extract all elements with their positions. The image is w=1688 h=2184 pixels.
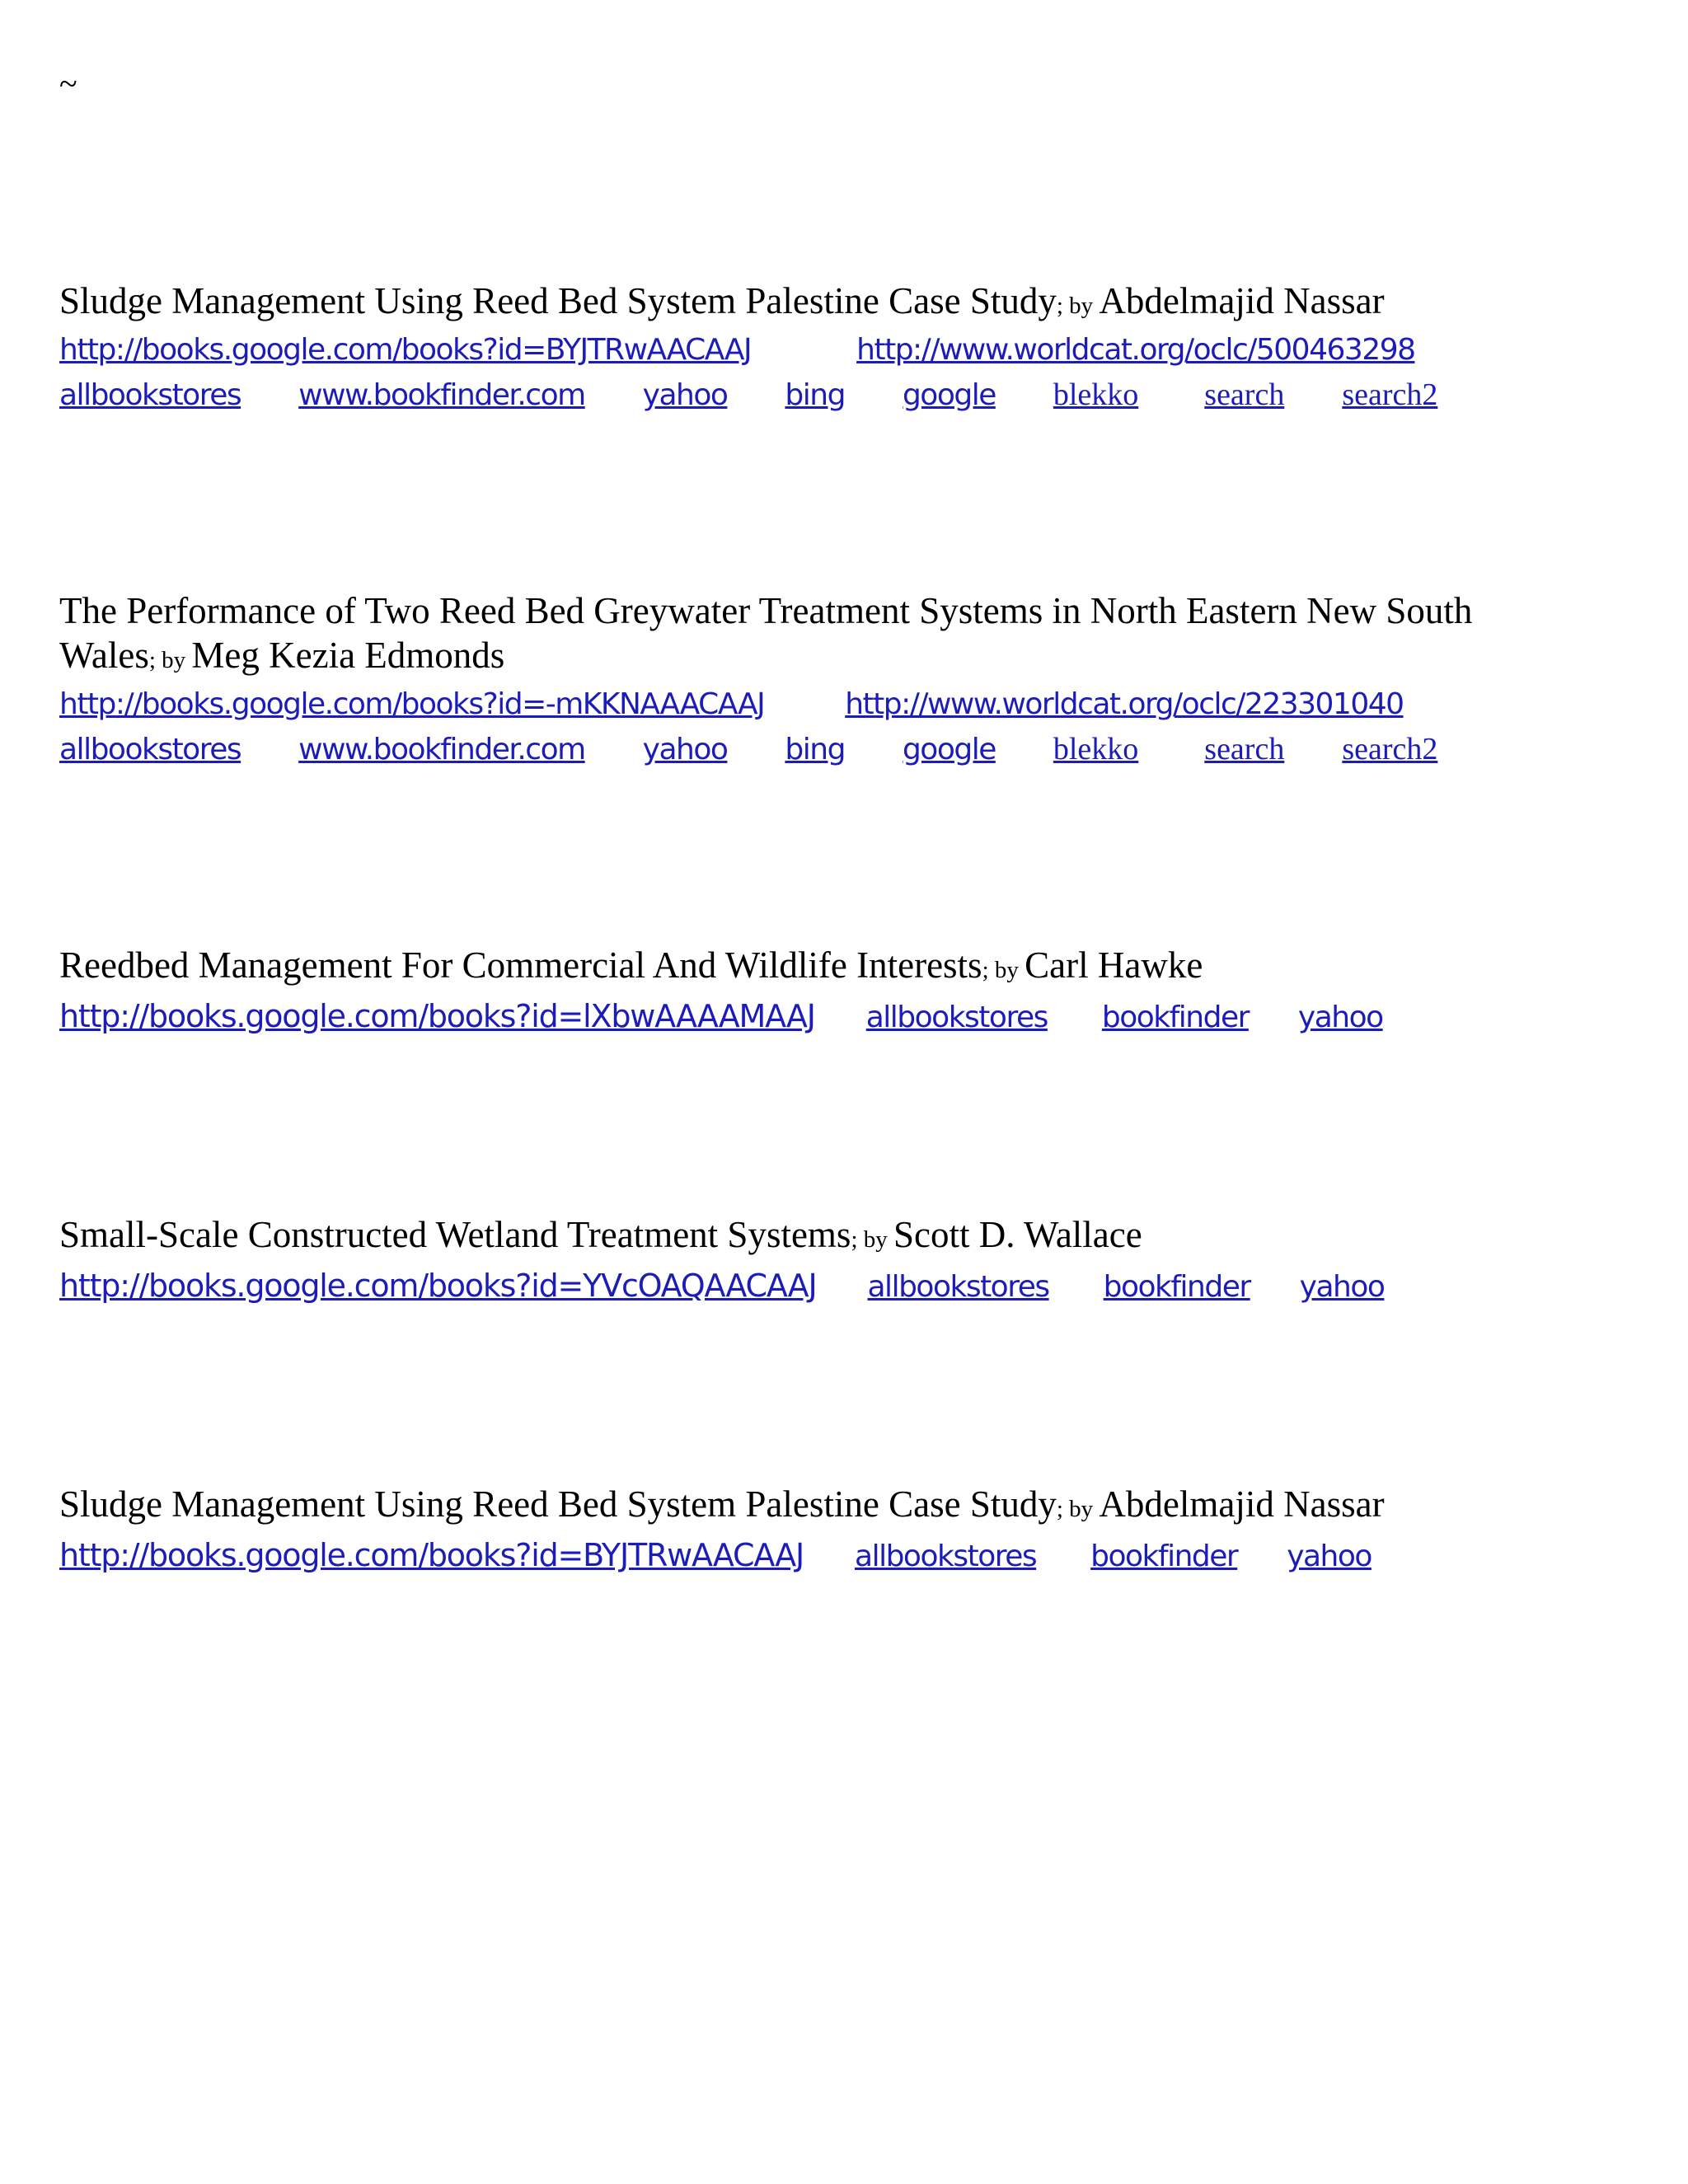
book-title: Small-Scale Constructed Wetland Treatment Systems (59, 1214, 851, 1255)
bookfinder-link[interactable]: www.bookfinder.com (298, 378, 585, 412)
by-separator: ; by (1056, 1496, 1100, 1522)
yahoo-link[interactable]: yahoo (1287, 1540, 1372, 1573)
allbookstores-link[interactable]: allbookstores (855, 1540, 1037, 1573)
yahoo-link[interactable]: yahoo (642, 378, 728, 412)
book-entry (59, 943, 1625, 1040)
google-books-link[interactable]: http://books.google.com/books?id=lXbwAAAAMAAJ (59, 998, 815, 1034)
book-title-line (59, 943, 1625, 992)
blekko-link[interactable]: blekko (1053, 732, 1139, 766)
book-author: Abdelmajid Nassar (1099, 280, 1385, 321)
bookfinder-link[interactable]: www.bookfinder.com (298, 733, 585, 766)
bookfinder-link[interactable]: bookfinder (1101, 1001, 1249, 1034)
book-title-line (59, 588, 1576, 682)
book-title: Reedbed Management For Commercial And Wildlife Interests (59, 944, 982, 986)
book-author: Abdelmajid Nassar (1099, 1483, 1385, 1525)
google-books-link[interactable]: http://books.google.com/books?id=BYJTRwAACAAJ (59, 1537, 804, 1573)
bing-link[interactable]: bing (785, 378, 845, 412)
search2-link[interactable]: search2 (1342, 377, 1438, 412)
book-title: Sludge Management Using Reed Bed System Palestine Case Study (59, 1483, 1057, 1525)
by-separator: ; by (851, 1226, 894, 1253)
yahoo-link[interactable]: yahoo (642, 733, 728, 766)
search2-link[interactable]: search2 (1342, 732, 1438, 766)
book-entry (59, 1482, 1625, 1579)
google-books-link[interactable]: http://books.google.com/books?id=BYJTRwAACAAJ (59, 333, 752, 367)
book-title: Sludge Management Using Reed Bed System Palestine Case Study (59, 280, 1057, 321)
allbookstores-link[interactable]: allbookstores (59, 733, 241, 766)
book-title-line (59, 1482, 1625, 1531)
search-link[interactable]: search (1204, 377, 1285, 412)
book-title-line (59, 1212, 1625, 1262)
allbookstores-link[interactable]: allbookstores (867, 1270, 1049, 1304)
google-link[interactable]: google (902, 733, 996, 766)
by-separator: ; by (1056, 293, 1100, 319)
search-link[interactable]: search (1204, 732, 1285, 766)
book-entry (59, 279, 1625, 417)
book-author: Carl Hawke (1025, 944, 1203, 986)
tilde-symbol: ~ (59, 65, 77, 102)
book-title-line (59, 279, 1625, 328)
bookfinder-link[interactable]: bookfinder (1103, 1270, 1250, 1304)
google-books-link[interactable]: http://books.google.com/books?id=-mKKNAAACAAJ (59, 687, 765, 721)
book-author: Meg Kezia Edmonds (191, 635, 505, 676)
book-title: The Performance of Two Reed Bed Greywater Treatment Systems in North Eastern New South Wales (59, 590, 1473, 676)
worldcat-link[interactable]: http://www.worldcat.org/oclc/500463298 (856, 333, 1415, 367)
google-books-link[interactable]: http://books.google.com/books?id=YVcOAQAACAAJ (59, 1268, 817, 1304)
blekko-link[interactable]: blekko (1053, 377, 1139, 412)
book-author: Scott D. Wallace (893, 1214, 1142, 1255)
allbookstores-link[interactable]: allbookstores (865, 1001, 1048, 1034)
yahoo-link[interactable]: yahoo (1297, 1001, 1383, 1034)
by-separator: ; by (982, 957, 1025, 983)
worldcat-link[interactable]: http://www.worldcat.org/oclc/223301040 (845, 687, 1404, 721)
book-entry (59, 1212, 1625, 1310)
yahoo-link[interactable]: yahoo (1299, 1270, 1385, 1304)
book-entry (59, 588, 1576, 771)
by-separator: ; by (148, 647, 192, 673)
bookfinder-link[interactable]: bookfinder (1090, 1540, 1238, 1573)
allbookstores-link[interactable]: allbookstores (59, 378, 241, 412)
bing-link[interactable]: bing (785, 733, 845, 766)
google-link[interactable]: google (902, 378, 996, 412)
